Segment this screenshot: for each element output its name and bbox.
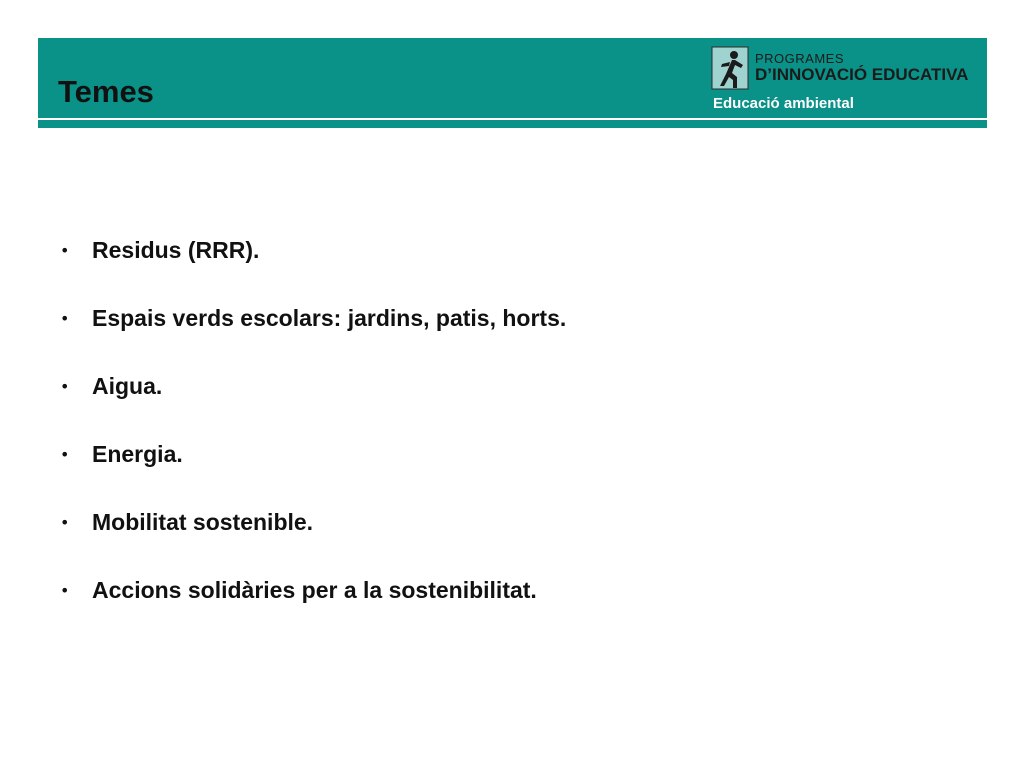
slide-title: Temes — [58, 74, 154, 109]
header-divider — [38, 118, 987, 119]
bullet-marker: • — [60, 240, 70, 260]
list-item — [60, 488, 566, 556]
list-item-text: Aigua. — [92, 372, 163, 399]
list-item-text: Mobilitat sostenible. — [92, 508, 314, 535]
bullet-marker: • — [60, 376, 70, 396]
programes-innovacio-logo — [711, 46, 981, 116]
bullet-marker: • — [60, 308, 70, 328]
bullet-marker: • — [60, 580, 70, 600]
bullet-marker: • — [60, 512, 70, 532]
topics-list — [60, 216, 566, 624]
logo-line-innovacio: D’INNOVACIÓ EDUCATIVA — [755, 65, 969, 84]
list-item-text: Energia. — [92, 440, 183, 467]
list-item-text: Residus (RRR). — [92, 236, 260, 263]
list-item — [60, 556, 566, 624]
logo-line-programes: PROGRAMES — [755, 51, 845, 66]
list-item — [60, 420, 566, 488]
header-bottom-band — [38, 120, 987, 128]
list-item — [60, 352, 566, 420]
list-item — [60, 284, 566, 352]
running-figure-icon — [711, 46, 749, 90]
list-item-text: Accions solidàries per a la sostenibilitat. — [92, 576, 537, 603]
bullet-marker: • — [60, 444, 70, 464]
list-item — [60, 216, 566, 284]
logo-subtitle: Educació ambiental — [713, 95, 854, 112]
list-item-text: Espais verds escolars: jardins, patis, horts. — [92, 304, 567, 331]
